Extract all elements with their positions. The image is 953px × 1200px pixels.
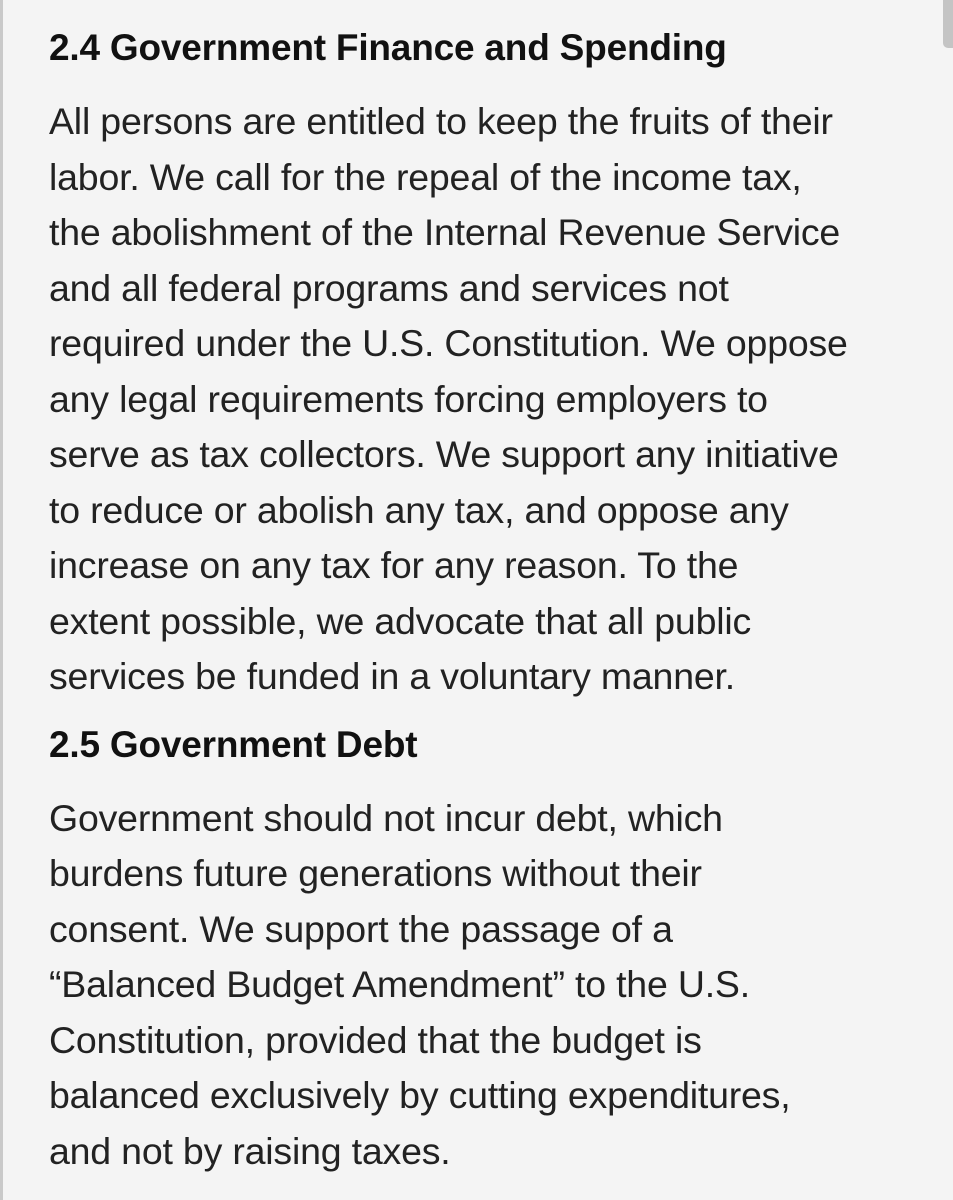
- paragraph-line: burdens future generations without their: [49, 852, 702, 894]
- paragraph-line: any legal requirements forcing employers to: [49, 377, 768, 420]
- section-government-finance: [49, 22, 919, 705]
- paragraph-line: balanced exclusively by cutting expenditures,: [49, 1074, 791, 1116]
- paragraph-line: Constitution, provided that the budget is: [49, 1018, 702, 1061]
- page-left-border: [0, 0, 3, 1200]
- paragraph-line: Government should not incur debt, which: [49, 796, 723, 839]
- section-heading: 2.5 Government Debt: [49, 723, 418, 765]
- paragraph-line: and all federal programs and services not: [49, 266, 729, 309]
- scrollbar-thumb[interactable]: [943, 0, 953, 48]
- paragraph-line: serve as tax collectors. We support any initiative: [49, 433, 839, 475]
- paragraph-line: the abolishment of the Internal Revenue Service: [49, 211, 841, 253]
- paragraph-line: to reduce or abolish any tax, and oppose any: [49, 488, 789, 531]
- paragraph-line: and not by raising taxes.: [49, 1129, 451, 1172]
- paragraph-line: required under the U.S. Constitution. We oppose: [49, 322, 848, 364]
- paragraph-line: services be funded in a voluntary manner.: [49, 655, 735, 697]
- section-government-debt: [49, 719, 919, 1180]
- document-content: [49, 22, 919, 1179]
- section-paragraph: [49, 94, 914, 705]
- section-paragraph: [49, 791, 914, 1180]
- paragraph-line: labor. We call for the repeal of the income tax,: [49, 155, 802, 198]
- section-heading: 2.4 Government Finance and Spending: [49, 27, 727, 68]
- paragraph-line: consent. We support the passage of a: [49, 907, 673, 950]
- paragraph-line: increase on any tax for any reason. To the: [49, 544, 739, 586]
- paragraph-line: extent possible, we advocate that all public: [49, 599, 752, 642]
- paragraph-line: “Balanced Budget Amendment” to the U.S.: [49, 963, 750, 1005]
- paragraph-line: All persons are entitled to keep the fruits of their: [49, 100, 833, 142]
